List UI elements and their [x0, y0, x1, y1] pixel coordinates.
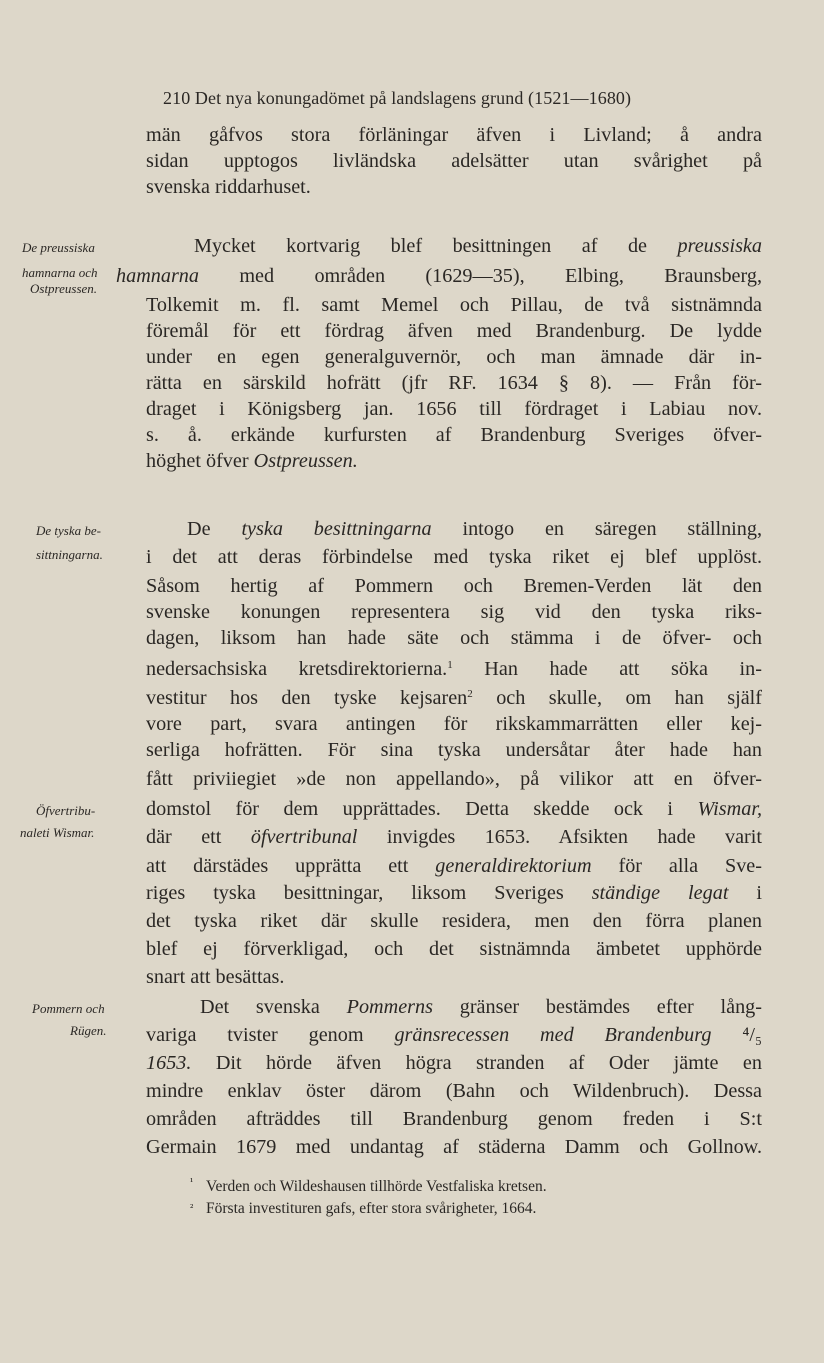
- text-line: vore part, svara antingen för rikskammarrätten eller kej-: [146, 713, 762, 735]
- text-line: där ett öfvertribunal invigdes 1653. Afsikten hade varit: [146, 826, 762, 848]
- text-line: under en egen generalguvernör, och man ämnade där in-: [146, 346, 762, 368]
- margin-note: De tyska be-: [36, 523, 101, 538]
- text-line: föremål för ett fördrag äfven med Brandenburg. De lydde: [146, 320, 762, 342]
- text-line: riges tyska besittningar, liksom Sveriges ständige legat i: [146, 882, 762, 904]
- text-line: hamnarna med områden (1629—35), Elbing, Braunsberg,: [116, 265, 762, 287]
- margin-note: naleti Wismar.: [20, 825, 95, 840]
- text-line: s. å. erkände kurfursten af Brandenburg Sveriges öfver-: [146, 424, 762, 446]
- text-line: höghet öfver Ostpreussen.: [146, 450, 358, 472]
- footnote-text: Första investituren gafs, efter stora svårigheter, 1664.: [206, 1200, 537, 1217]
- margin-note: Ostpreussen.: [30, 281, 98, 296]
- text-line: svenska riddarhuset.: [146, 176, 311, 198]
- text-line: sidan upptogos livländska adelsätter utan svårighet på: [146, 150, 762, 172]
- text-line: i det att deras förbindelse med tyska riket ej blef upplöst.: [146, 546, 762, 568]
- footnote-number: ²: [190, 1202, 194, 1214]
- footnote-text: Verden och Wildeshausen tillhörde Vestfaliska kretsen.: [206, 1178, 547, 1195]
- text-line: Germain 1679 med undantag af städerna Damm och Gollnow.: [146, 1136, 762, 1158]
- margin-note: sittningarna.: [36, 547, 103, 562]
- text-line: svenske konungen representera sig vid den tyska riks-: [146, 601, 762, 623]
- margin-note: Rügen.: [70, 1023, 107, 1038]
- text-line: Tolkemit m. fl. samt Memel och Pillau, de två sistnämnda: [146, 294, 762, 316]
- text-line: rätta en särskild hofrätt (jfr RF. 1634 § 8). — Från för-: [146, 372, 762, 394]
- text-line: De tyska besittningarna intogo en säregen ställning,: [187, 518, 763, 540]
- text-line: områden afträddes till Brandenburg genom freden i S:t: [146, 1108, 762, 1130]
- text-line: Det svenska Pommerns gränser bestämdes efter lång-: [200, 996, 762, 1018]
- running-header: 210 Det nya konungadömet på landslagens grund (1521—1680): [163, 88, 632, 108]
- text-line: nedersachsiska kretsdirektorierna.$^1$ Han hade att söka in-: [146, 658, 762, 680]
- footnote-ref: 1: [447, 659, 453, 671]
- text-line: 1653. Dit hörde äfven högra stranden af Oder jämte en: [146, 1052, 762, 1074]
- margin-note: De preussiska: [22, 240, 95, 255]
- text-line: mindre enklav öster därom (Bahn och Wildenbruch). Dessa: [146, 1080, 762, 1102]
- text-line: snart att besättas.: [146, 966, 285, 988]
- text-line: variga tvister genom gränsrecessen med Brandenburg ⁴/₅: [146, 1024, 762, 1046]
- text-line: att därstädes upprätta ett generaldirektorium för alla Sve-: [146, 855, 762, 877]
- text-line: blef ej förverkligad, och det sistnämnda ämbetet upphörde: [146, 938, 762, 960]
- margin-note: hamnarna och: [22, 265, 98, 280]
- text-line: det tyska riket där skulle residera, men den förra planen: [146, 910, 762, 932]
- margin-note: Öfvertribu-: [36, 803, 96, 818]
- text-line: serliga hofrätten. För sina tyska undersåtar åter hade han: [146, 739, 762, 761]
- footnote-number: ¹: [190, 1176, 194, 1188]
- text-line: domstol för dem upprättades. Detta skedde ock i Wismar,: [146, 798, 762, 820]
- footnote-ref: 2: [467, 688, 473, 700]
- text-line: Mycket kortvarig blef besittningen af de preussiska: [194, 235, 762, 257]
- text-line: draget i Königsberg jan. 1656 till fördraget i Labiau nov.: [146, 398, 762, 420]
- text-line: Såsom hertig af Pommern och Bremen-Verden lät den: [146, 575, 762, 597]
- margin-note: Pommern och: [32, 1001, 105, 1016]
- text-line: män gåfvos stora förläningar äfven i Livland; å andra: [146, 124, 762, 146]
- text-line: fått priviiegiet »de non appellando», på vilikor att en öfver-: [146, 768, 762, 790]
- text-line: vestitur hos den tyske kejsaren$^2$ och skulle, om han själf: [146, 687, 762, 709]
- text-line: dagen, liksom han hade säte och stämma i de öfver- och: [146, 627, 762, 649]
